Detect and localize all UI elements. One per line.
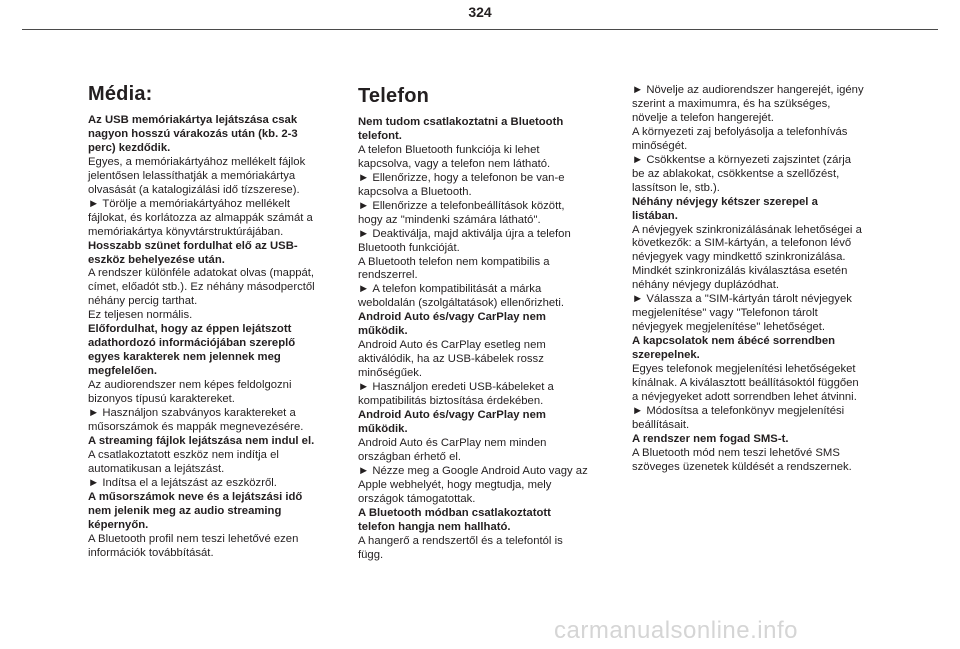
- action-step: ► Nézze meg a Google Android Auto vagy az Apple webhelyét, hogy megtudja, mely országok támogatottak.: [358, 465, 590, 507]
- answer-text: Ez teljesen normális.: [88, 309, 193, 322]
- action-step: ► Módosítsa a telefonkönyv megjelenítési beállításait.: [632, 405, 864, 433]
- action-step: ► Csökkentse a környezeti zajszintet (zárja be az ablakokat, csökkentse a szellőzést, lassítson le, stb.).: [632, 154, 864, 196]
- action-step: ► Ellenőrizze a telefonbeállítások között, hogy az "mindenki számára látható".: [358, 200, 590, 228]
- phone-column-continued: [632, 84, 864, 475]
- answer-text: A telefon Bluetooth funkciója ki lehet kapcsolva, vagy a telefon nem látható.: [358, 143, 551, 170]
- action-step: ► Használjon szabványos karaktereket a műsorszámok és mappák megnevezésére.: [88, 407, 320, 435]
- question-heading: A Bluetooth módban csatlakoztatott telefon hangja nem hallható.: [358, 506, 551, 533]
- question-heading: A kapcsolatok nem ábécé sorrendben szerepelnek.: [632, 335, 835, 362]
- action-step: ► Növelje az audiorendszer hangerejét, igény szerint a maximumra, és ha szükséges, növelje a telefon hangerejét.: [632, 84, 864, 126]
- answer-text: A hangerő a rendszertől és a telefontól is függ.: [358, 534, 563, 561]
- action-step: ► Indítsa el a lejátszást az eszközről.: [88, 477, 320, 491]
- answer-text: A csatlakoztatott eszköz nem indítja el automatikusan a lejátszást.: [88, 448, 279, 475]
- answer-text: Android Auto és CarPlay nem minden országban érhető el.: [358, 436, 547, 463]
- qa-block: [88, 323, 320, 435]
- qa-block: [88, 435, 320, 491]
- answer-text: Egyes telefonok megjelenítési lehetőségeket kínálnak. A kiválasztott beállításoktól függően a névjegyeket adott sorrendben lehet átvinni.: [632, 363, 859, 403]
- question-heading: A streaming fájlok lejátszása nem indul el.: [88, 434, 315, 447]
- question-heading: Az USB memóriakártya lejátszása csak nagyon hosszú várakozás után (kb. 2-3 perc) kezdődik.: [88, 114, 298, 154]
- question-heading: Android Auto és/vagy CarPlay nem működik.: [358, 409, 546, 435]
- qa-block: [358, 116, 590, 311]
- question-heading: A rendszer nem fogad SMS-t.: [632, 432, 789, 445]
- answer-text: A Bluetooth mód nem teszi lehetővé SMS szöveges üzenetek küldését a rendszernek.: [632, 446, 852, 473]
- media-section-title: Média:: [88, 83, 153, 105]
- action-step: ► A telefon kompatibilitását a márka weboldalán (szolgáltatások) ellenőrizheti.: [358, 283, 590, 311]
- phone-section-title: Telefon: [358, 85, 430, 107]
- question-heading: Android Auto és/vagy CarPlay nem működik.: [358, 311, 546, 338]
- answer-text: Az audiorendszer nem képes feldolgozni bizonyos típusú karaktereket.: [88, 379, 292, 406]
- phone-column: [358, 84, 590, 563]
- question-heading: A műsorszámok neve és a lejátszási idő nem jelenik meg az audio streaming képernyőn.: [88, 490, 303, 531]
- qa-block: [88, 491, 320, 561]
- answer-text: Egyes, a memóriakártyához mellékelt fájlok jelentősen lelassíthatják a memóriakártya olvasását (a katalogizálási idő tízszerese).: [88, 155, 306, 196]
- qa-block: [88, 240, 320, 324]
- qa-block: [358, 311, 590, 409]
- action-step: ► Deaktiválja, majd aktiválja újra a telefon Bluetooth funkcióját.: [358, 228, 590, 256]
- qa-block: [632, 196, 864, 336]
- answer-text: A Bluetooth profil nem teszi lehetővé ezen információk továbbítását.: [88, 532, 299, 559]
- question-heading: Hosszabb szünet fordulhat elő az USB-eszköz behelyezése után.: [88, 239, 298, 266]
- question-heading: Előfordulhat, hogy az éppen lejátszott adathordozó információjában szereplő egyes karakterek nem jelennek meg megfelelően.: [88, 323, 296, 378]
- qa-block: [88, 114, 320, 240]
- action-step: ► Ellenőrizze, hogy a telefonon be van-e kapcsolva a Bluetooth.: [358, 172, 590, 200]
- qa-block: [358, 409, 590, 507]
- action-step: ► Használjon eredeti USB-kábeleket a kompatibilitás biztosítása érdekében.: [358, 381, 590, 409]
- answer-text: A Bluetooth telefon nem kompatibilis a rendszerrel.: [358, 255, 550, 282]
- answer-text: A rendszer különféle adatokat olvas (mappát, címet, előadót stb.). Ez néhány másodperctől néhány percig tarthat.: [88, 267, 315, 308]
- qa-block: [632, 84, 864, 196]
- answer-text: A környezeti zaj befolyásolja a telefonhívás minőségét.: [632, 125, 848, 152]
- media-column: [88, 82, 320, 561]
- answer-text: A névjegyek szinkronizálásának lehetőségei a következők: a SIM-kártyán, a telefonon lévő névjegyek vagy mindkettő szinkronizálása. Mindkét szinkronizálás kiválasztása esetén néhány névjegy duplázódhat.: [632, 223, 862, 292]
- answer-text: Android Auto és CarPlay esetleg nem aktiválódik, ha az USB-kábelek rossz minőségűek.: [358, 339, 546, 380]
- watermark-text: carmanualsonline.info: [554, 617, 798, 644]
- action-step: ► Törölje a memóriakártyához mellékelt fájlokat, és korlátozza az almappák számát a memóriakártya könyvtárstruktúrájában.: [88, 198, 320, 240]
- qa-block: [632, 335, 864, 433]
- question-heading: Néhány névjegy kétszer szerepel a listában.: [632, 195, 818, 222]
- question-heading: Nem tudom csatlakoztatni a Bluetooth telefont.: [358, 116, 564, 142]
- header-rule: [22, 29, 938, 30]
- qa-block: [358, 507, 590, 563]
- page-number: 324: [468, 4, 492, 20]
- action-step: ► Válassza a "SIM-kártyán tárolt névjegyek megjelenítése" vagy "Telefonon tárolt névjegyek megjelenítése" lehetőséget.: [632, 293, 864, 335]
- qa-block: [632, 433, 864, 475]
